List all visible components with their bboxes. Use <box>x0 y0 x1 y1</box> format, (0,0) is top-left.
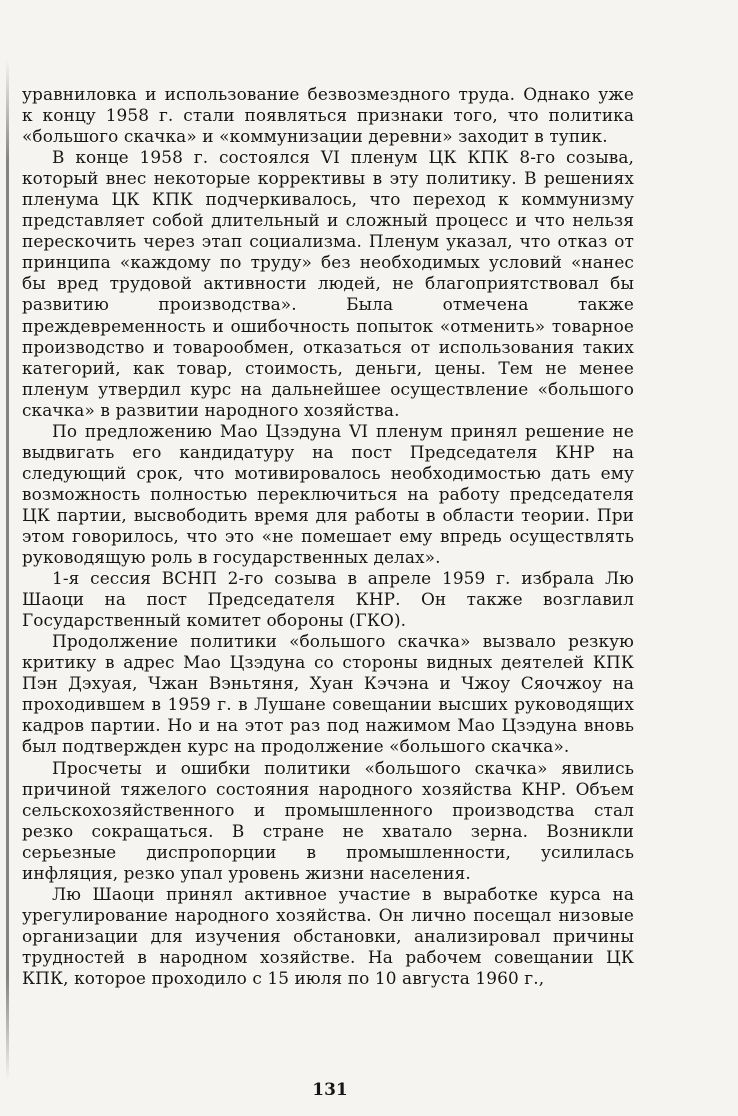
body-text <box>22 84 634 989</box>
paragraph-1: уравниловка и использование безвозмездного труда. Однако уже к концу 1958 г. стали появляться признаки того, что политика «большого скачка» и «коммунизации деревни» заходит в тупик. <box>22 84 634 147</box>
paragraph-4: 1-я сессия ВСНП 2-го созыва в апреле 1959 г. избрала Лю Шаоци на пост Председателя КНР. Он также возглавил Государственный комитет обороны (ГКО). <box>22 568 634 631</box>
page-binding-shadow <box>6 60 9 1080</box>
page-number: 131 <box>312 1080 348 1100</box>
paragraph-6: Просчеты и ошибки политики «большого скачка» явились причиной тяжелого состояния народного хозяйства КНР. Объем сельскохозяйственного и промышленного производства стал резко сокращаться. В стране не хватало зерна. Возникли серьезные диспропорции в промышленности, усилилась инфляция, резко упал уровень жизни населения. <box>22 757 634 883</box>
paragraph-3: По предложению Мао Цзэдуна VI пленум принял решение не выдвигать его кандидатуру на пост Председателя КНР на следующий срок, что мотивировалось необходимостью дать ему возможность полностью переключиться на работу председателя ЦК партии, высвободить время для работы в области теории. При этом говорилось, что это «не помешает ему впредь осуществлять руководящую роль в государственных делах». <box>22 420 634 568</box>
paragraph-5: Продолжение политики «большого скачка» вызвало резкую критику в адрес Мао Цзэдуна со стороны видных деятелей КПК Пэн Дэхуая, Чжан Вэньтяня, Хуан Кэчэна и Чжоу Сяочжоу на проходившем в 1959 г. в Лушане совещании высших руководящих кадров партии. Но и на этот раз под нажимом Мао Цзэдуна вновь был подтвержден курс на продолжение «большого скачка». <box>22 631 634 757</box>
paragraph-2: В конце 1958 г. состоялся VI пленум ЦК КПК 8-го созыва, который внес некоторые коррективы в эту политику. В решениях пленума ЦК КПК подчеркивалось, что переход к коммунизму представляет собой длительный и сложный процесс и что нельзя перескочить через этап социализма. Пленум указал, что отказ от принципа «каждому по труду» без необходимых условий «нанес бы вред трудовой активности людей, не благоприятствовал бы развитию производства». Была отмечена также преждевременность и ошибочность попыток «отменить» товарное производство и товарообмен, отказаться от использования таких категорий, как товар, стоимость, деньги, цены. Тем не менее пленум утвердил курс на дальнейшее осуществление «большого скачка» в развитии народного хозяйства. <box>22 147 634 420</box>
paragraph-7: Лю Шаоци принял активное участие в выработке курса на урегулирование народного хозяйства. Он лично посещал низовые организации для изучения обстановки, анализировал причины трудностей в народном хозяйстве. На рабочем совещании ЦК КПК, которое проходило с 15 июля по 10 августа 1960 г., <box>22 883 634 988</box>
